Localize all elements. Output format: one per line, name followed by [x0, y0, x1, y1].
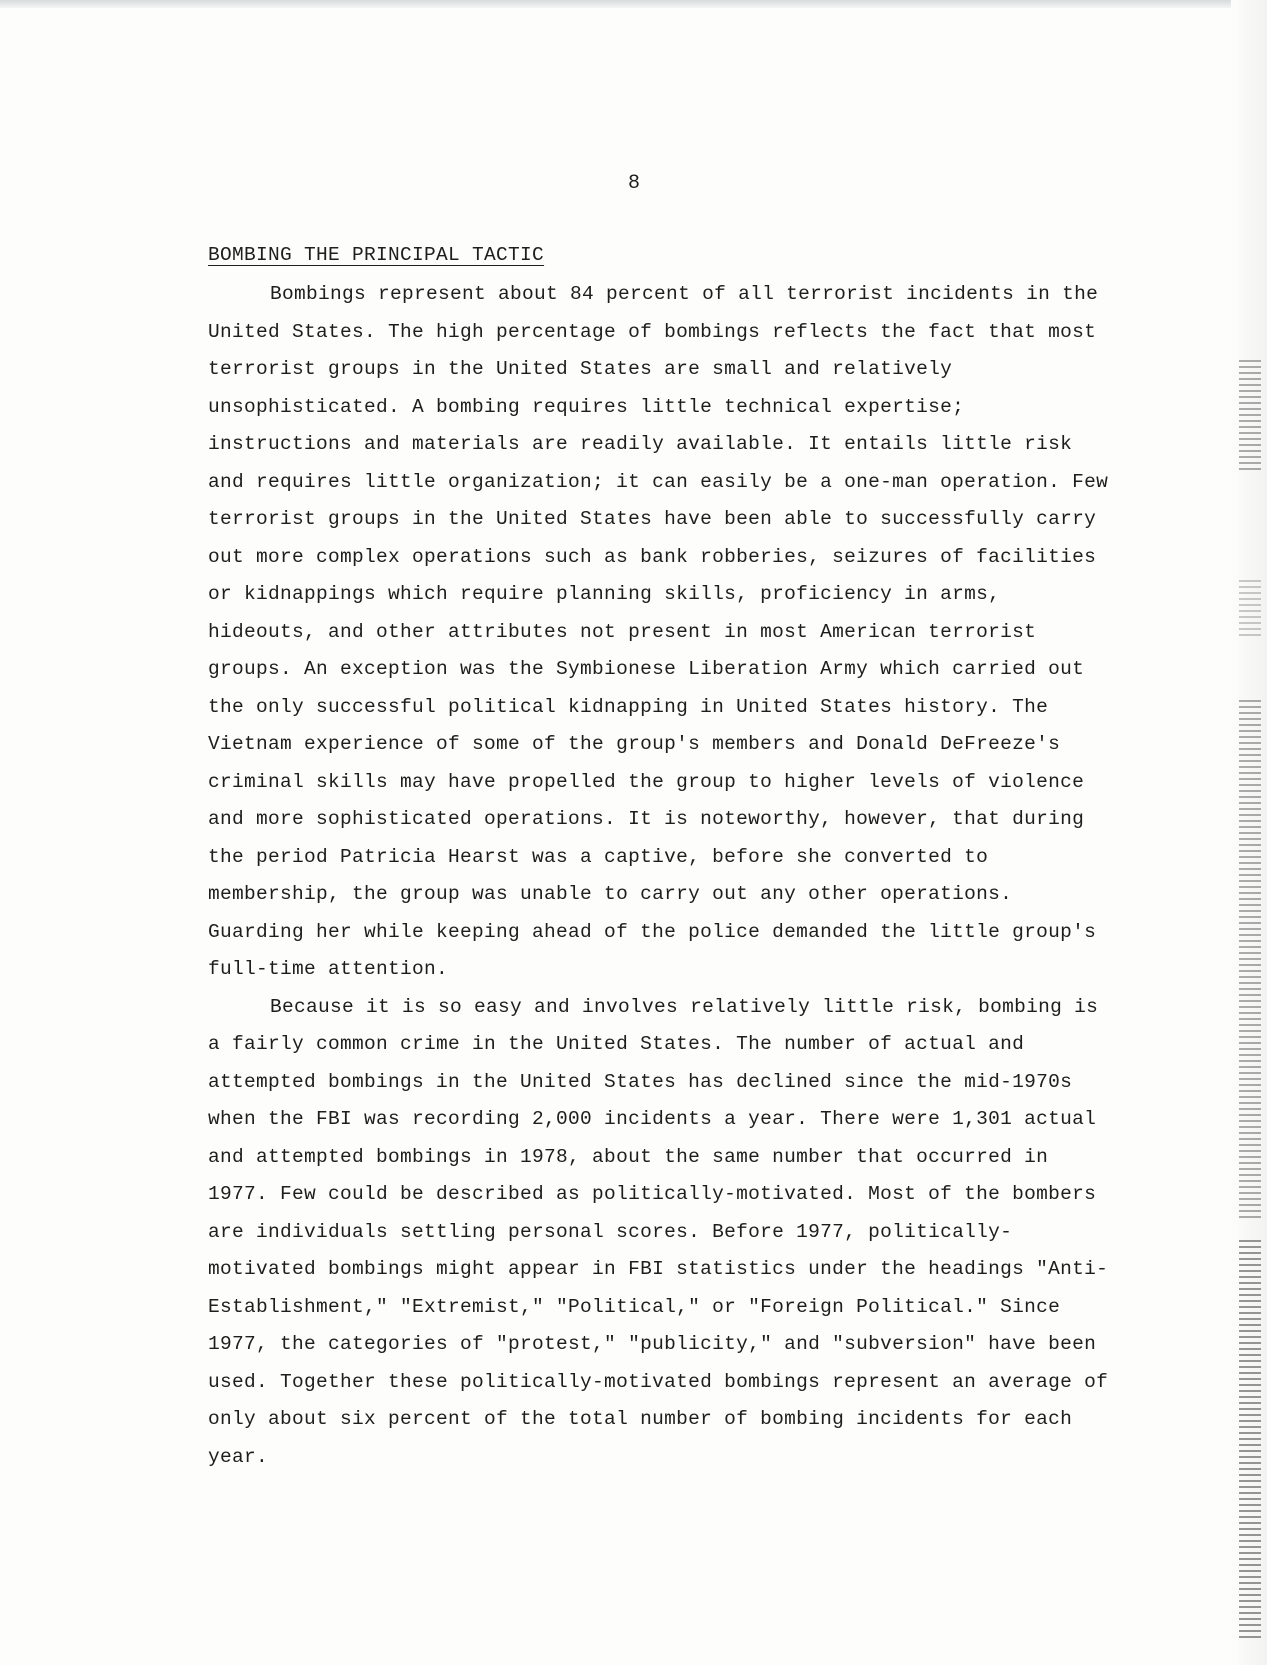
- paragraph-1: Bombings represent about 84 percent of all terrorist incidents in the United States. The high percentage of bombings reflects the fact that most terrorist groups in the United States are small and relatively unsophisticated. A bombing requires little technical expertise; instructions and materials are readily available. It entails little risk and requires little organization; it can easily be a one-man operation. Few terrorist groups in the United States have been able to successfully carry out more complex operations such as bank robberies, seizures of facilities or kidnappings which require planning skills, proficiency in arms, hideouts, and other attributes not present in most American terrorist groups. An exception was the Symbionese Liberation Army which carried out the only successful political kidnapping in United States history. The Vietnam experience of some of the group's members and Donald DeFreeze's criminal skills may have propelled the group to higher levels of violence and more sophisticated operations. It is noteworthy, however, that during the period Patricia Hearst was a captive, before she converted to membership, the group was unable to carry out any other operations. Guarding her while keeping ahead of the police demanded the little group's full-time attention.: [208, 283, 1109, 980]
- page-number: 8: [628, 172, 641, 195]
- scan-right-edge: [1231, 0, 1267, 1665]
- scan-top-edge: [0, 0, 1267, 8]
- body-text: [208, 276, 1118, 1476]
- paragraph-2: Because it is so easy and involves relatively little risk, bombing is a fairly common crime in the United States. The number of actual and attempted bombings in the United States has declined since the mid-1970s when the FBI was recording 2,000 incidents a year. There were 1,301 actual and attempted bombings in 1978, about the same number that occurred in 1977. Few could be described as politically-motivated. Most of the bombers are individuals settling personal scores. Before 1977, politically-motivated bombings might appear in FBI statistics under the headings "Anti-Establishment," "Extremist," "Political," or "Foreign Political." Since 1977, the categories of "protest," "publicity," and "subversion" have been used. Together these politically-motivated bombings represent an average of only about six percent of the total number of bombing incidents for each year.: [208, 995, 1109, 1468]
- scan-streak: [1239, 360, 1261, 470]
- scan-streak: [1239, 580, 1261, 640]
- scan-streak: [1239, 700, 1261, 1220]
- scan-streak: [1239, 1240, 1261, 1640]
- section-heading: BOMBING THE PRINCIPAL TACTIC: [208, 244, 545, 266]
